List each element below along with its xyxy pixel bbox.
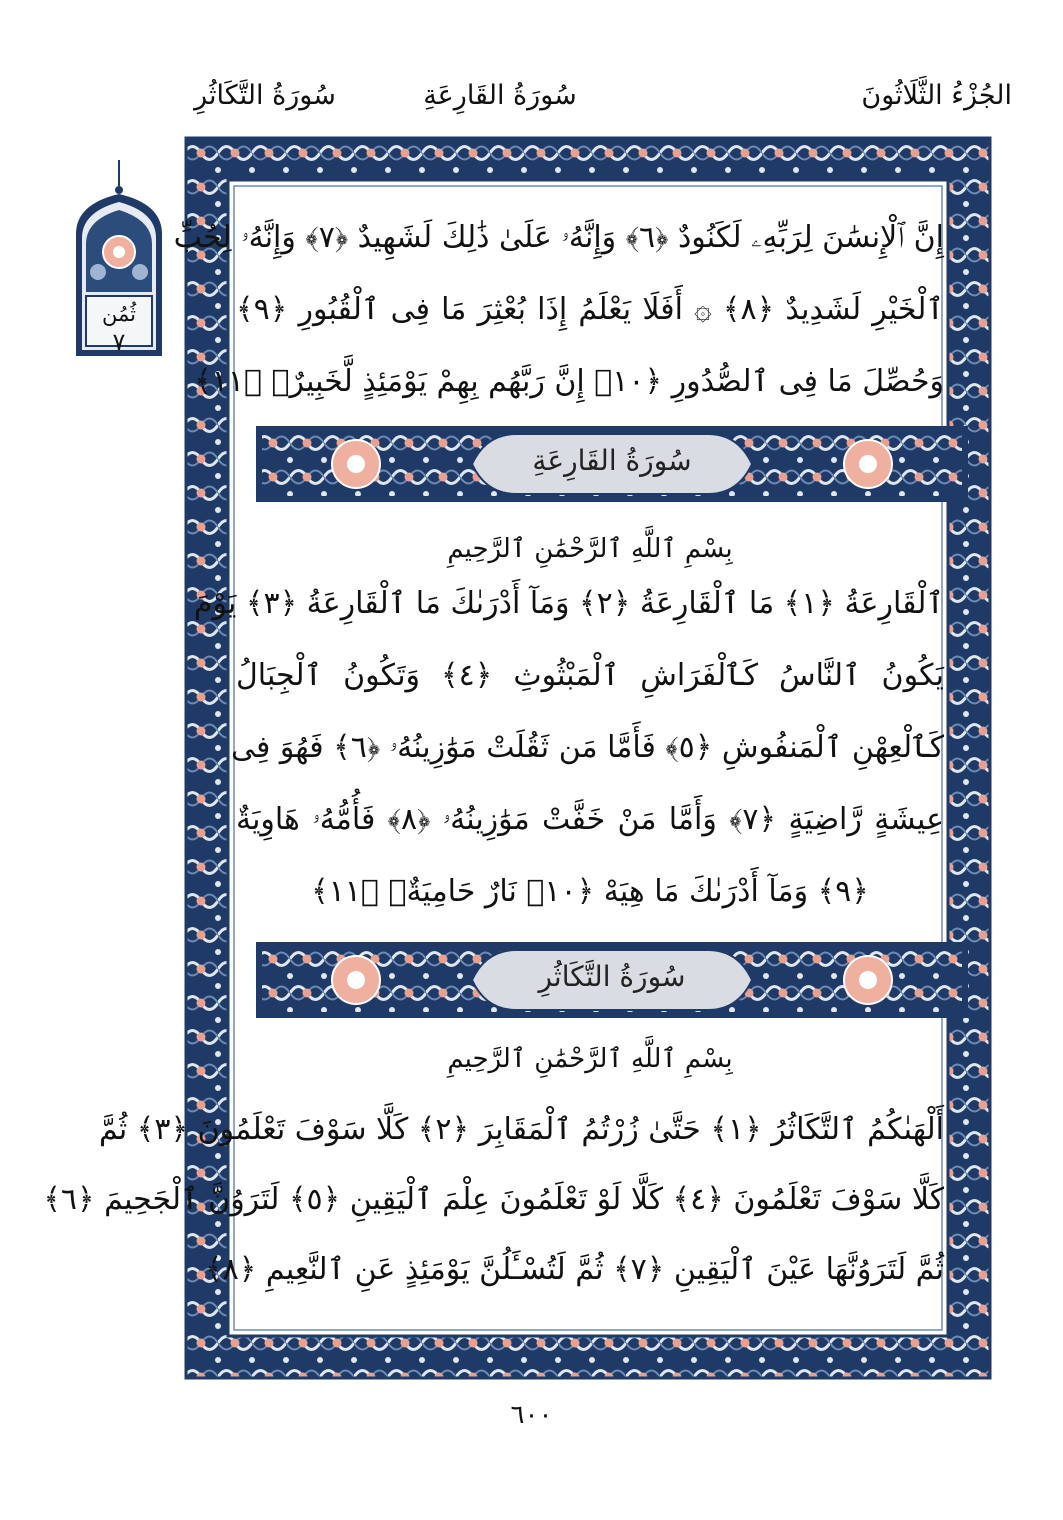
hizb-marker-number: ٧ [112, 328, 126, 356]
basmala: بِسْمِ ٱللَّهِ ٱلرَّحْمَٰنِ ٱلرَّحِيمِ [447, 534, 733, 564]
text-line-2: ٱلْخَيْرِ لَشَدِيدٌ ﴿٨﴾ ۞ أَفَلَا يَعْلَمُ إِذَا بُعْثِرَ مَا فِى ٱلْقُبُورِ ﴿٩﴾ [236, 292, 944, 327]
text-line-8: ﴿٩﴾ وَمَآ أَدْرَىٰكَ مَا هِيَهْ ﴿١٠﴾ نَارٌ حَامِيَةٌۢ ﴿١١﴾ [311, 874, 869, 909]
text-line-10: كَلَّا سَوْفَ تَعْلَمُونَ ﴿٤﴾ كَلَّا لَوْ تَعْلَمُونَ عِلْمَ ٱلْيَقِينِ ﴿٥﴾ لَتَرَوُنَّ ٱلْجَحِيمَ ﴿٦﴾ [43, 1182, 944, 1217]
header-surah-qariah: سُورَةُ القَارِعَةِ [423, 80, 577, 111]
surah-banner-qariah [256, 426, 968, 502]
header-juz: الجُزْءُ الثَّلَاثُونَ [861, 80, 1012, 111]
text-line-11: ثُمَّ لَتَرَوُنَّهَا عَيْنَ ٱلْيَقِينِ ﴿٧﴾ ثُمَّ لَتُسْـَٔلُنَّ يَوْمَئِذٍ عَنِ ٱلنَّعِيمِ ﴿٨﴾ [205, 1252, 944, 1287]
page-number: ٦٠٠ [510, 1400, 553, 1430]
hizb-marker [72, 160, 166, 356]
text-line-5: يَكُونُ ٱلنَّاسُ كَٱلْفَرَاشِ ٱلْمَبْثُوثِ ﴿٤﴾ وَتَكُونُ ٱلْجِبَالُ [236, 658, 944, 693]
basmala: بِسْمِ ٱللَّهِ ٱلرَّحْمَٰنِ ٱلرَّحِيمِ [447, 1044, 733, 1074]
hizb-marker-ornament [72, 160, 166, 356]
text-line-4: ٱلْقَارِعَةُ ﴿١﴾ مَا ٱلْقَارِعَةُ ﴿٢﴾ وَمَآ أَدْرَىٰكَ مَا ٱلْقَارِعَةُ ﴿٣﴾ يَوْمَ [193, 586, 944, 621]
text-line-9: أَلْهَىٰكُمُ ٱلتَّكَاثُرُ ﴿١﴾ حَتَّىٰ زُرْتُمُ ٱلْمَقَابِرَ ﴿٢﴾ كَلَّا سَوْفَ تَعْلَمُونَ ﴿٣﴾ ثُمَّ [98, 1112, 944, 1147]
hizb-marker-label: ثُمُن [102, 302, 136, 326]
surah-banner-title: سُورَةُ القَارِعَةِ [532, 444, 692, 477]
text-line-3: وَحُصِّلَ مَا فِى ٱلصُّدُورِ ﴿١٠﴾ إِنَّ رَبَّهُم بِهِمْ يَوْمَئِذٍ لَّخَبِيرٌۢ ﴿١١﴾ [194, 364, 944, 399]
surah-banner-title: سُورَةُ التَّكَاثُرِ [538, 960, 686, 993]
text-line-7: عِيشَةٍ رَّاضِيَةٍ ﴿٧﴾ وَأَمَّا مَنْ خَفَّتْ مَوَٰزِينُهُۥ ﴿٨﴾ فَأُمُّهُۥ هَاوِيَةٌ [236, 802, 944, 837]
header-surah-takathur: سُورَةُ التَّكَاثُرِ [194, 80, 336, 111]
text-line-1: إِنَّ ٱلْإِنسَٰنَ لِرَبِّهِۦ لَكَنُودٌ ﴿٦﴾ وَإِنَّهُۥ عَلَىٰ ذَٰلِكَ لَشَهِيدٌ ﴿٧﴾ وَإِنَّهُۥ لِحُبِّ [173, 220, 944, 255]
text-line-6: كَٱلْعِهْنِ ٱلْمَنفُوشِ ﴿٥﴾ فَأَمَّا مَن ثَقُلَتْ مَوَٰزِينُهُۥ ﴿٦﴾ فَهُوَ فِى [231, 730, 944, 765]
surah-banner-takathur [256, 942, 968, 1018]
